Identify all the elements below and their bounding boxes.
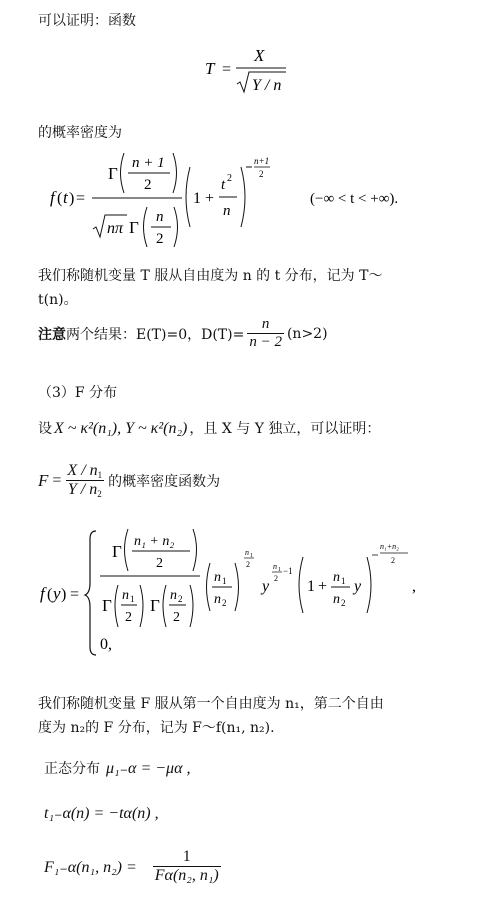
note-fraction-den: n − 2 — [249, 334, 282, 351]
relation-f — [44, 848, 231, 886]
eq-f-var: t — [63, 188, 68, 207]
eq-fy-zero: 0, — [100, 636, 112, 653]
relation-t: t₁₋α(n) = −tα(n) , — [44, 805, 159, 822]
eq-fy-two-b: 2 — [173, 610, 180, 625]
f-def-num — [65, 462, 104, 480]
f-setup-expr: X ~ κ²(n₁), Y ~ κ²(n₂) — [54, 420, 188, 437]
eq-f-paren-r3 — [241, 167, 245, 227]
eq-fy-paren-r3 — [190, 585, 193, 627]
eq-fy-paren-l1 — [125, 529, 129, 571]
f-setup-post: ，且 X 与 Y 独立，可以证明： — [189, 421, 381, 437]
eq-fy-n1-a: n — [122, 588, 129, 603]
eq-fy-ratio-n2: n — [214, 592, 221, 607]
eq-fy-in-y: y — [354, 578, 362, 595]
relation-normal — [44, 758, 190, 778]
eq-fy-paren-r1 — [193, 529, 197, 571]
f-setup-line — [38, 418, 380, 438]
eq-fy-gamma-bot1: Γ — [102, 596, 112, 615]
eq-fy-equals: = — [70, 586, 80, 603]
f-dist-line1: 我们称随机变量 F 服从第一个自由度为 n₁，第二个自由 — [38, 696, 384, 712]
eq-fy-in-n2-sub: 2 — [341, 598, 346, 608]
eq-f-big-paren-l2 — [144, 207, 148, 247]
eq-fy-one: 1 — [307, 578, 315, 595]
f-def-den — [66, 480, 104, 499]
eq-f-big-paren-r2 — [174, 207, 178, 247]
eq-t-numerator: X — [254, 46, 265, 65]
eq-f-npi: nπ — [107, 220, 124, 237]
eq-fy-exp2-minus-one: −1 — [283, 566, 293, 576]
eq-fy-paren-l3 — [163, 585, 166, 627]
f-def-eq: = — [52, 471, 62, 489]
relation-f-den: Fα(n₂, n₁) — [154, 867, 219, 885]
eq-fy-ratio-n1-sub: 1 — [222, 576, 227, 586]
f-dist-line2: 度为 n₂的 F 分布，记为 F～f(n₁, n₂). — [38, 720, 275, 736]
eq-fy-n2-a: n — [170, 588, 177, 603]
relation-f-num: 1 — [182, 848, 191, 865]
eq-fy-plus: + — [318, 578, 328, 595]
eq-f-big-paren-l — [121, 153, 125, 193]
section-f-title: （3）F 分布 — [38, 385, 118, 401]
eq-fy-in-n2: n — [333, 592, 340, 607]
equation-t-svg — [0, 40, 478, 100]
f-definition-line — [38, 462, 220, 500]
f-def-lhs: F — [38, 470, 49, 490]
f-def-num-sub: 1 — [97, 470, 103, 480]
eq-fy-paren-r5 — [367, 557, 371, 613]
eq-f-tn-den: n — [223, 203, 231, 219]
eq-fy-exp2-two: 2 — [274, 574, 278, 583]
relation-normal-pre: 正态分布 — [44, 761, 100, 777]
eq-f-t-sq: t — [221, 177, 226, 193]
density-label: 的概率密度为 — [38, 125, 122, 141]
eq-f-paren-l3 — [186, 167, 190, 227]
eq-fy-exp1-sub: 1 — [250, 553, 253, 559]
eq-fy-n2-a-sub: 2 — [178, 594, 183, 604]
equation-t-definition — [0, 40, 478, 100]
f-def-post: 的概率密度函数为 — [108, 473, 221, 490]
eq-fy-paren-l2 — [115, 585, 118, 627]
eq-fy-n1-a-sub: 1 — [130, 594, 135, 604]
note-condition: (n>2) — [286, 325, 328, 342]
eq-fy-two-a: 2 — [125, 610, 132, 625]
eq-fy-exp3-top: n₁+n₂ — [380, 542, 399, 551]
eq-fy-ratio-n1: n — [214, 570, 221, 585]
eq-fy-exp1-n: n — [245, 548, 249, 557]
note-fraction-num: n — [261, 316, 270, 332]
eq-fy-paren-l5 — [299, 557, 303, 613]
eq-fy-n1n2: n₁ + n₂ — [134, 534, 175, 549]
eq-fy-exp2-sub: 1 — [278, 567, 281, 573]
equation-t-density — [0, 145, 478, 255]
note-fraction — [247, 316, 284, 352]
note-line — [38, 316, 328, 352]
eq-f-gamma-bot: Γ — [129, 218, 139, 237]
eq-f-t-sq-exp: 2 — [227, 173, 232, 184]
t-dist-line2: t(n)。 — [38, 292, 78, 308]
eq-f-big-paren-r — [173, 153, 177, 193]
eq-f-paren-open: ( — [57, 190, 63, 207]
equation-t-density-svg — [0, 145, 478, 255]
f-def-fraction — [65, 462, 104, 500]
relation-f-lhs: F₁₋α(n₁, n₂) = — [44, 858, 137, 876]
eq-fy-brace — [85, 531, 96, 655]
relation-f-fraction — [143, 848, 231, 886]
f-setup-pre: 设 — [38, 421, 52, 437]
eq-fy-exp1-two: 2 — [246, 560, 250, 569]
eq-f-n-bot: n — [156, 209, 164, 225]
eq-f-two-bot: 2 — [156, 231, 164, 247]
eq-f-one: 1 — [193, 190, 201, 207]
eq-fy-exp2-n: n — [273, 562, 277, 571]
f-def-num-text: X / n — [67, 462, 98, 479]
f-def-den-sub: 2 — [97, 489, 102, 500]
eq-fy-exp3-two: 2 — [391, 556, 395, 565]
eq-f-equals: = — [76, 190, 86, 207]
eq-f-domain: (−∞ < t < +∞). — [310, 191, 399, 207]
intro-text: 可以证明：函数 — [38, 13, 136, 29]
eq-t-equals: = — [222, 61, 232, 78]
eq-f-plus: + — [205, 190, 215, 207]
eq-fy-paren-open: ( — [47, 586, 53, 603]
eq-t-lhs: T — [205, 59, 215, 78]
eq-fy-paren-r4 — [235, 563, 239, 611]
eq-fy-paren-l4 — [207, 563, 211, 611]
eq-f: f — [50, 188, 55, 207]
eq-fy-var: y — [53, 584, 61, 603]
note-label: 注意 — [38, 326, 66, 343]
eq-fy-trailing-comma: , — [412, 578, 416, 595]
equation-f-density — [0, 525, 478, 660]
eq-fy-paren-close: ) — [61, 586, 67, 603]
eq-fy-in-n1-sub: 1 — [341, 576, 346, 586]
relation-normal-expr: μ₁₋α = −μα , — [106, 760, 191, 777]
eq-fy-y: y — [262, 578, 270, 595]
eq-fy-paren-r2 — [140, 585, 143, 627]
eq-fy-ratio-n2-sub: 2 — [222, 598, 227, 608]
eq-f-n-plus-1: n + 1 — [132, 155, 165, 171]
note-text: 两个结果：E(T)=0，D(T)= — [66, 326, 245, 343]
f-def-den-text: Y / n — [67, 481, 98, 499]
eq-f-gamma-top: Γ — [108, 164, 118, 183]
eq-f-paren-close: ) — [69, 190, 75, 207]
eq-fy-gamma-bot2: Γ — [150, 596, 160, 615]
eq-t-denominator: Y / n — [252, 77, 282, 94]
t-dist-line1: 我们称随机变量 T 服从自由度为 n 的 t 分布，记为 T～ — [38, 268, 383, 284]
eq-f-exp-bot: 2 — [259, 169, 264, 179]
eq-fy-gamma-top: Γ — [112, 542, 122, 561]
eq-f-two-top: 2 — [144, 177, 152, 193]
eq-f-exp-top: n+1 — [254, 156, 270, 166]
eq-fy-in-n1: n — [333, 570, 340, 585]
equation-f-density-svg — [0, 525, 478, 660]
eq-fy-two-top: 2 — [156, 556, 163, 571]
eq-fy-f: f — [40, 584, 45, 603]
